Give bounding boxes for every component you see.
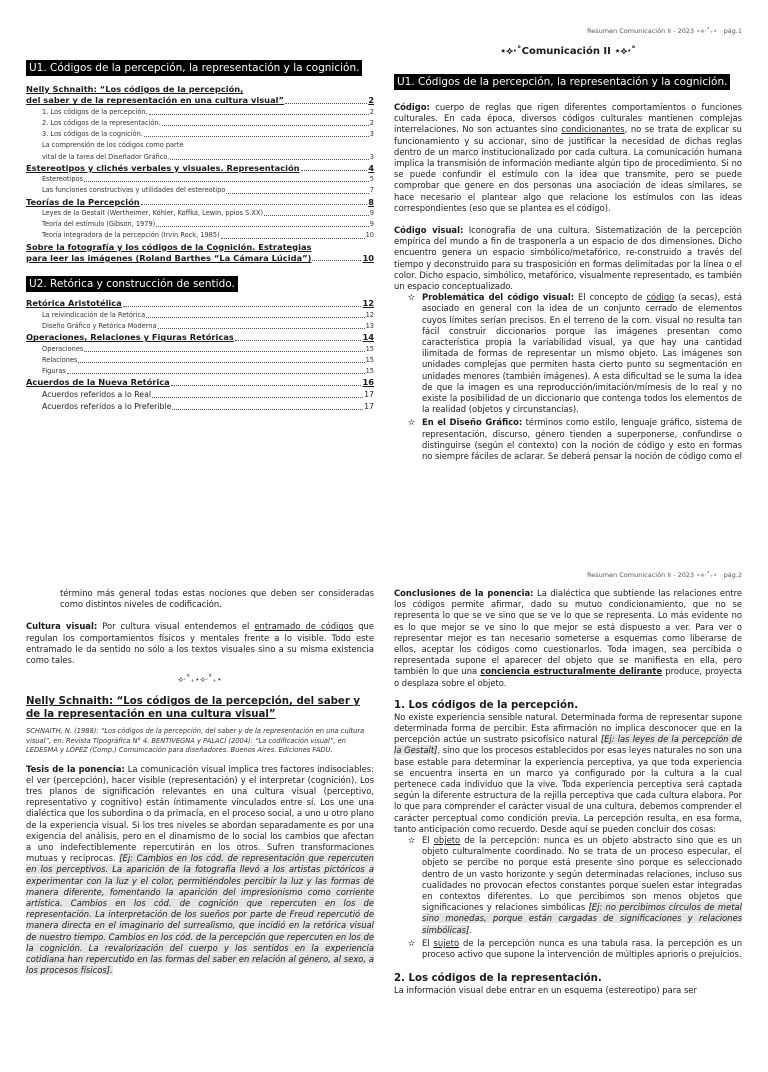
toc-leader [78, 361, 364, 363]
highlighted-example: [Ej: las leyes de la percepción de la Gestalt] [394, 734, 743, 756]
toc-subentry[interactable] [26, 107, 374, 118]
toc-subentry-label: Acuerdos referidos a lo Real [42, 389, 152, 399]
section-heading-representacion: 2. Los códigos de la representación. [394, 973, 602, 985]
toc-leader [285, 102, 367, 104]
toc-page-number: 12 [365, 310, 374, 319]
toc-entry-teorias[interactable] [26, 197, 374, 208]
toc-entry-label: Retórica Aristotélica [26, 298, 122, 309]
tesis-paragraph [26, 764, 374, 977]
toc-entry-label: para leer las imágenes (Roland Barthes “La Cámara Lúcida”) [26, 253, 312, 264]
toc-page-number: 10 [362, 253, 374, 264]
toc-entry-label: Nelly Schnaith: “Los códigos de la percepción, [26, 84, 244, 94]
toc-subentry-label: La reivindicación de la Retórica [42, 310, 146, 319]
toc-page-number: 3 [369, 152, 374, 161]
toc-leader [158, 327, 365, 329]
toc-leader [84, 350, 364, 352]
text: , sino que los procesos establecidos por esas leyes naturales no son una base estable para determinar la experiencia perceptiva, ya que toda experiencia se encuentra inserta en un marco ya configurado por la cultura a la cual pertenece cada individuo que la vive. Toda experiencia perceptiva será captada según la diferente estructura de la rejilla perceptiva que cada cultura elabora. Por lo que para comprender el carácter visual de una cultura, debemos comprender el carácter perceptual como condición previa. La percepción resulta, en esa forma, tanto anticipación como recuerdo. Desde aquí se pueden concluir dos cosas: [394, 745, 742, 834]
toc-subentry-label: Relaciones [42, 355, 78, 364]
list-item [408, 835, 742, 936]
term: En el Diseño Gráfico: [422, 417, 523, 428]
toc-entry-label: Acuerdos de la Nueva Retórica [26, 377, 170, 388]
toc-leader [226, 192, 368, 194]
toc-leader [171, 384, 362, 386]
section-heading-percepcion: 1. Los códigos de la percepción. [394, 699, 579, 711]
toc-page-number: 2 [369, 119, 374, 128]
toc-subentry[interactable] [26, 208, 374, 219]
toc-leader [144, 135, 369, 137]
toc-entry-schnaith[interactable] [26, 84, 374, 95]
text: que regulan los comportamientos físicos y mentales frente a lo visible. Todo este entramado le da sentido no sólo a los textos visuales sino a su misma existencia como tales. [26, 621, 374, 666]
highlighted-example: [Ej: no percibimos círculos de metal sino monedas, porque están cargadas de significaciones y relaciones simbólicas] [422, 902, 742, 935]
toc-page-number: 2 [369, 107, 374, 116]
toc-subentry-label: Teoría integradora de la percepción (Irvin Rock, 1985) [42, 231, 220, 240]
toc-subentry-line1[interactable]: La comprensión de los códigos como parte [42, 141, 184, 150]
text: El [422, 937, 434, 948]
toc-subentry-label: Estereotipos [42, 175, 83, 184]
toc-page-number: 15 [365, 355, 374, 364]
toc-page-number: 17 [364, 401, 374, 411]
codigo-paragraph [394, 102, 742, 214]
text: No existe experiencia sensible natural. Determinada forma de representar supone determinada forma de percibir. Esta afirmación no implica desconocer que en la percepción actúe un sustrato psicofísico natural [394, 711, 742, 745]
list-item [408, 417, 742, 462]
toc-entry-label: Teorías de la Percepción [26, 196, 140, 207]
unit-1-heading: U1. Códigos de la percepción, la representación y la cognición. [26, 60, 362, 76]
star-bullet-icon: ✫ [408, 835, 416, 846]
toc-subentry-label: vital de la tarea del Diseñador Gráfico. [42, 152, 170, 161]
text: de la percepción: nunca es un objeto abstracto sino que es un objeto culturalmente coordinado. No se trata de un proceso especular, el objeto se percibe no porque está presente sino porque es seleccionado dentro de un vasto horizonte y según determinadas relaciones, incluso sus cualidades no provocan efectos constantes porque suelen estar integradas en contextos diferentes. Lo que percibimos son menos objetos que significaciones y relaciones simbólicas [422, 835, 742, 913]
toc-page-number: 17 [364, 389, 374, 399]
text: El [422, 835, 434, 846]
toc-subentry[interactable] [26, 185, 374, 196]
text: Por cultura visual entendemos el [97, 621, 255, 632]
percepcion-paragraph [394, 712, 742, 835]
toc-subentry-label: Operaciones [42, 344, 84, 353]
toc-page-number: 14 [362, 332, 374, 343]
document-title: ⋆⟡⋅˚Comunicación II ⋆⟡⋅˚ [499, 46, 637, 57]
header-text: Resumen Comunicación II - 2023 ⋆⟡⋅˚₊⋆ [587, 27, 718, 35]
text: de la percepción nunca es una tabula rasa. la percepción es un proceso activo que supone la intervención de múltiples aprioris o prejuicios. [422, 937, 743, 960]
toc-entry-fotografia-line2[interactable] [26, 253, 374, 264]
unit-1-heading-repeat: U1. Códigos de la percepción, la representación y la cognición. [394, 74, 730, 90]
toc-entry-operaciones[interactable] [26, 332, 374, 343]
toc-leader [152, 396, 363, 398]
text: La dialéctica que subtiende las relaciones entre los códigos permite afirmar, dado su mutuo condicionamiento, que no se representa lo que se ve sino que se ve lo que se representa. Lo más evidente no es lo que mejor se ve sino lo que mejor se está dispuesto a ver. Para ver o representar mejor es tan necesario someterse a esquemas como liberarse de ellos, aceptar los códigos como cuestionarlos. Toda imagen, sea percibida o representada supone el aparecer del objeto que se manifiesta en ella, pero también lo que una [394, 588, 743, 677]
toc-subentry-label: Acuerdos referidos a lo Preferible [42, 401, 172, 411]
toc-subentry-label: 2. Los códigos de la representación. [42, 119, 161, 128]
document-page-1 [0, 0, 768, 512]
star-bullet-icon: ✫ [408, 937, 416, 948]
toc-entry-label: del saber y de la representación en una cultura visual” [26, 95, 284, 106]
toc-page-number: 15 [365, 367, 374, 376]
representacion-paragraph: La información visual debe entrar en un esquema (estereotipo) para ser [394, 985, 697, 996]
toc-subentry-label: Diseño Gráfico y Retórica Moderna [42, 322, 157, 331]
toc-page-number: 9 [369, 220, 374, 229]
bibliographic-reference: SCHNAITH, N. (1988): “Los códigos de la percepción, del saber y de la representación en una cultura visual”, en: Revista Tipográfica N° 4. BENTIVEGNA y PALACÍ (2004): “La codificación visual”, en LEDESMA y LÓPEZ (Comp.) Comunicación para diseñadores. Buenos Aires. Ediciones FADU. [26, 727, 365, 755]
highlighted-example: [Ej: Cambios en los cód. de representación que repercuten en los perceptivos. La aparición de la fotografía llevó a los artistas pictóricos a experimentar con la luz y el color, permitiéndoles percibir la luz y las formas de manera diferente, fomentando la aparición del impresionismo como corriente artística. Cambios en los cód. de cognición que repercuten en los de representación. La interpretación de los sueños por parte de Freud repercutió de manera directa en el imaginario del surrealismo, que incidió en la retórica visual de nuestro tiempo. Cambios en los cód. de la percepción que repercuten en los de la cognición. La revalorización del cuerpo y los sentidos en la experiencia cotidiana han repercutido en las formas del saber en relación al género, al sexo, a los procesos físicos]. [26, 853, 374, 976]
toc-leader [149, 113, 369, 115]
toc-page-number: 3 [369, 130, 374, 139]
toc-entry-estereotipos[interactable] [26, 163, 374, 174]
text: (a secas), está asociado en general con la idea de un conjunto cerrado de elementos cuyos límites serían precisos. En el terreno de la com. visual no resulta tan fácil construir diccionarios porque las imágenes presentan como característica propia la variabilidad visual, ya que hay una cantidad ilimitada de formas de representar un mismo objeto. Las imágenes son unidades complejas que permiten hasta cierto punto su segmentación en unidades menores (también imágenes). A esta dificultad se le suma la idea de que la imagen es una reproducción/imitación/mímesis de lo real y no existe la posibilidad de un diccionario que contenga todos los elementos de la realidad (objetos y circunstancias). [422, 292, 742, 415]
toc-leader [264, 214, 369, 216]
toc-subentry[interactable] [26, 129, 374, 140]
toc-subentry[interactable] [26, 219, 374, 230]
toc-entry-schnaith-line2[interactable] [26, 95, 374, 106]
toc-subentry-label: 1. Los códigos de la percepción. [42, 107, 148, 116]
toc-subentry[interactable] [26, 344, 374, 355]
term: Código: [394, 102, 430, 112]
toc-leader [156, 225, 369, 227]
section-title-schnaith: Nelly Schnaith: “Los códigos de la percepción, del saber y de la representación en una cultura visual” [26, 696, 361, 721]
underlined-term: objeto [433, 835, 461, 846]
term: Tesis de la ponencia: [26, 763, 125, 774]
bullet-list [394, 292, 742, 462]
toc-page-number: 12 [362, 298, 374, 309]
toc-leader [146, 316, 365, 318]
text: . [469, 924, 472, 935]
toc-leader [235, 339, 362, 341]
toc-subentry[interactable] [26, 366, 374, 377]
page-header [587, 571, 742, 580]
conclusiones-paragraph [394, 588, 742, 689]
term: Código visual: [394, 225, 464, 236]
toc-leader [301, 169, 368, 171]
header-page-number: pág.2 [723, 571, 742, 579]
list-item [408, 937, 743, 960]
toc-page-number: 9 [369, 209, 374, 218]
decorative-divider: ⟡⋅˚₊⋆⟡⋅˚₊⋆ [177, 674, 223, 685]
text: términos como estilo, lenguaje gráfico, sistema de representación, discurso, género tienden a superponerse, confundirse o distinguirse (según el contexto) con la noción de código y esto en formas no siempre fáciles de aclarar. Se deberá pensar la noción de código como el [422, 417, 742, 462]
text: , no se trata de explicar su funcionamiento y su accionar, sino de justificar la necesidad de dichas reglas dentro de un marco institucionalizado por cada cultura. La comunicación humana implica la transmisión de información mediante algún tipo de procedimiento. Si no se puede confundir el estímulo con la idea que transmite, pero se puede comprobar que genere en dos personas una asociación de ideas similares, se hace necesario el plantear algo que relacione los estímulos con las ideas correspondientes (eso que se plantea es el código). [394, 124, 742, 213]
toc-subentry[interactable] [26, 118, 374, 129]
underlined-term: condicionantes [561, 124, 625, 135]
toc-leader [162, 124, 369, 126]
toc-leader [221, 237, 365, 239]
toc-subentry-label: Teoría del estímulo (Gibson, 1979) [42, 220, 156, 229]
toc-subentry[interactable] [26, 355, 374, 366]
toc-subentry[interactable] [26, 401, 374, 413]
page-2-right-column [394, 588, 742, 997]
toc-leader [84, 180, 369, 182]
toc-subentry[interactable] [26, 174, 374, 185]
toc-entry-label: Estereotipos y clichés verbales y visuales. Representación [26, 162, 300, 173]
text: La comunicación visual implica tres factores indisociables: el ver (percepción), hacer visible (representación) y el interpretar (cognición). Los tres planos de significación relevantes en una cultura visual (perceptivo, representativo y cognitivo) están íntimamente vinculados entre sí. Los une una dialéctica que los subordina o da primacía, en el proceso social, a uno u otro plano de la experiencia visual. Si los tres niveles se abordan separadamente es por una exigencia del análisis, pero en el dinamismo de lo social los cambios que afectan a uno indefectiblemente repercutirán en los otros. Sufren transformaciones mutuas y recíprocas. [26, 763, 374, 864]
header-page-number: pág.1 [723, 27, 742, 35]
page-2-left-column [26, 588, 374, 977]
list-item [408, 292, 742, 415]
term: Conclusiones de la ponencia: [394, 588, 534, 598]
toc-page-number: 5 [369, 175, 374, 184]
toc-subentry[interactable] [26, 389, 374, 401]
toc-leader [67, 372, 365, 374]
toc-subentry[interactable] [26, 321, 374, 332]
page-header [587, 27, 742, 36]
codigo-visual-paragraph [394, 225, 742, 292]
toc-page-number: 2 [368, 95, 374, 106]
toc-subentry-label: Leyes de la Gestalt (Wertheimer, Köhler, Koffka, Lewin, ppios S.XX) [42, 209, 264, 218]
document-page-2 [0, 560, 768, 1072]
toc-page-number: 16 [362, 377, 374, 388]
continued-paragraph: término más general todas estas nociones que deben ser consideradas como distintos niveles de codificación. [60, 588, 374, 610]
unit-2-heading: U2. Retórica y construcción de sentido. [26, 276, 238, 292]
toc-page-number: 4 [368, 162, 374, 173]
toc-leader [172, 408, 363, 410]
toc-subentry[interactable] [26, 152, 374, 163]
star-bullet-icon: ✫ [408, 417, 416, 428]
page-gap [0, 512, 768, 560]
toc-subentry-label: Figuras [42, 367, 66, 376]
toc-subentry[interactable] [26, 310, 374, 321]
term: Cultura visual: [26, 621, 98, 632]
text: El concepto de [574, 292, 647, 303]
toc-leader [312, 259, 361, 261]
underlined-term: código [646, 292, 675, 303]
star-bullet-icon: ✫ [408, 292, 416, 303]
underlined-term: entramado de códigos [254, 621, 354, 632]
underlined-term: conciencia estructuralmente delirante [480, 666, 663, 677]
page-1-right-column [394, 74, 742, 464]
toc-entry-retorica[interactable] [26, 298, 374, 309]
header-text: Resumen Comunicación II - 2023 ⋆⟡⋅˚₊⋆ [587, 571, 718, 579]
toc-page-number: 7 [369, 186, 374, 195]
cultura-visual-paragraph [26, 621, 374, 666]
toc-subentry-label: Las funciones constructivas y utilidades del estereotipo [42, 186, 226, 195]
text: Iconografía de una cultura. Sistematización de la percepción empírica del mundo a fin de trasponerla a un espacio de dos dimensiones. Dicho encuentro genera un espacio simbólico/metafórico, re-construido a través del tiempo y deconstruido para su trasposición en formas delimitadas por la línea o el color. Dicho espacio, simbólico, metafórico, visualmente representado, es también un espacio conceptualizado. [394, 225, 742, 292]
toc-entry-acuerdos[interactable] [26, 377, 374, 388]
toc-entry-fotografia[interactable] [26, 242, 374, 253]
text: cuerpo de reglas que rigen diferentes comportamientos o funciones culturales. En cada época, diversos códigos culturales mantienen complejas interrelaciones. No son actuantes sino [394, 102, 742, 135]
toc-page-number: 15 [365, 344, 374, 353]
toc-page-number: 10 [365, 231, 374, 240]
toc-subentry[interactable] [26, 230, 374, 241]
toc-entry-label: Sobre la fotografía y los códigos de la Cognición. Estrategias [26, 241, 312, 252]
underlined-term: sujeto [433, 937, 460, 948]
bullet-list [394, 835, 742, 960]
toc-page-number: 8 [368, 196, 374, 207]
table-of-contents [26, 60, 374, 413]
toc-subentry-label: 3. Los códigos de la cognición. [42, 130, 143, 139]
text: produce, proyecta o desplaza sobre el objeto. [394, 666, 742, 688]
toc-page-number: 13 [365, 322, 374, 331]
toc-leader [123, 305, 362, 307]
term: Problemática del código visual: [422, 292, 575, 303]
toc-leader [141, 203, 368, 205]
toc-entry-label: Operaciones, Relaciones y Figuras Retóricas [26, 332, 234, 343]
toc-leader [170, 158, 368, 160]
